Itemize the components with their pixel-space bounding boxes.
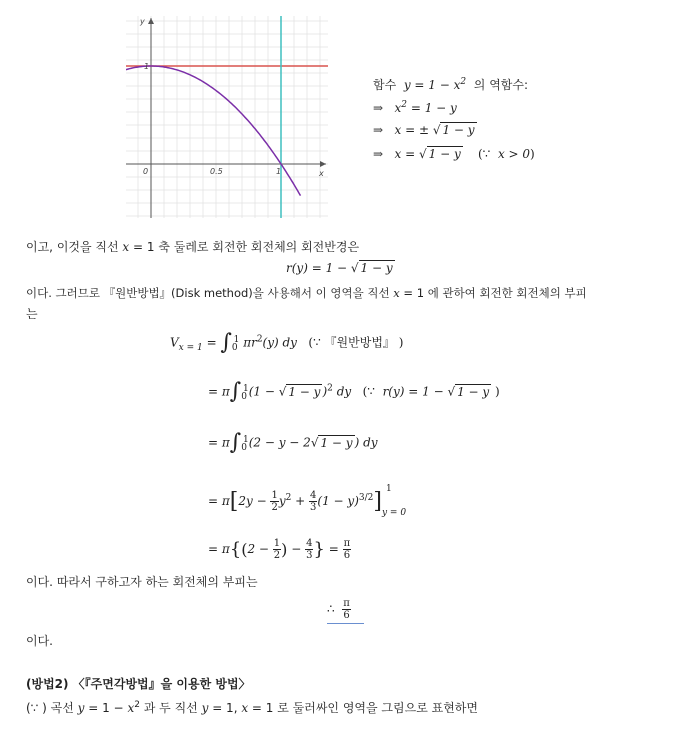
paragraph-2: 이다. 그러므로 『원반방법』(Disk method)을 사용해서 이 영역을 직선 x = 1 에 관하여 회전한 회전체의 부피: [26, 286, 587, 300]
answer-box: ∴ $\frac{\pi}{6}$: [327, 598, 364, 624]
answer-fraction: $\frac{\pi}{6}$: [343, 598, 350, 621]
inverse-line-1: [373, 76, 528, 93]
graph-figure: [126, 16, 328, 218]
grid-lines: [126, 16, 328, 218]
paragraph-5: (∵ ) 곡선 $y = 1 - x^2$ 과 두 직선 y = 1, x = 1 로 둘러싸인 영역을 그림으로 표현하면: [26, 700, 478, 715]
equation-2: = $\pi\int_0^1(1$ − √ 1 − y )$^2$ dy (∵ r(y) = 1 − √ 1 − y ): [208, 379, 500, 404]
inverse-line-3: ⇒ x = ± √ 1 − y: [373, 123, 475, 137]
paragraph-2b: 는: [26, 307, 38, 321]
radius-formula: r(y) = 1 − √ 1 − y: [286, 261, 393, 275]
tick-0: 0: [143, 167, 149, 176]
equation-1-note: (∵ 『원반방법』 ): [308, 335, 404, 350]
inverse-line1-math: $y = 1 - x^2$: [400, 77, 467, 92]
equation-1: $V_{x = 1} = \int_0^1$ $\pi r^2(y)$ dy (∵ 『원반방법』 ): [170, 330, 404, 355]
tick-0-5: 0.5: [210, 167, 223, 176]
tick-1: 1: [276, 167, 282, 176]
equation-5: = π{(2 − $\frac{1}{2}$ ) − $\frac{4}{3}$ } = $\frac{\pi}{6}$: [208, 538, 351, 561]
graph-svg: [126, 16, 328, 218]
paragraph-3: 이다. 따라서 구하고자 하는 회전체의 부피는: [26, 575, 258, 589]
x-axis-arrow: [320, 161, 326, 167]
paragraph-1: 이고, 이것을 직선 x = 1 축 둘레로 회전한 회전체의 회전반경은: [26, 240, 360, 254]
y-axis-label: y: [140, 17, 145, 26]
section-heading: (방법2) 〈『주면각방법』을 이용한 방법〉: [26, 677, 251, 691]
inverse-line1-pre: 함수: [373, 78, 397, 92]
paragraph-4: 이다.: [26, 634, 53, 648]
equation-4: = π[2y − $\frac{1}{2}$ $y^2$ + $\frac{4}{3}$ $(1 - y)^{3/2}]_{y = 0}^1$: [208, 484, 407, 518]
curve-y-1-minus-x-squared: [126, 66, 301, 196]
equation-3: = $\pi\int_0^1(2 - y - 2√$ 1 − y ) dy: [208, 430, 378, 455]
tick-y-1: 1: [144, 62, 150, 71]
inverse-line-4: ⇒ x = √ 1 − y (∵ x > 0): [373, 147, 535, 161]
inverse-line1-post: 의 역함수:: [473, 78, 529, 92]
x-axis-label: x: [319, 169, 324, 178]
inverse-line-2: ⇒ $x^2 = 1 - y$: [373, 100, 457, 115]
